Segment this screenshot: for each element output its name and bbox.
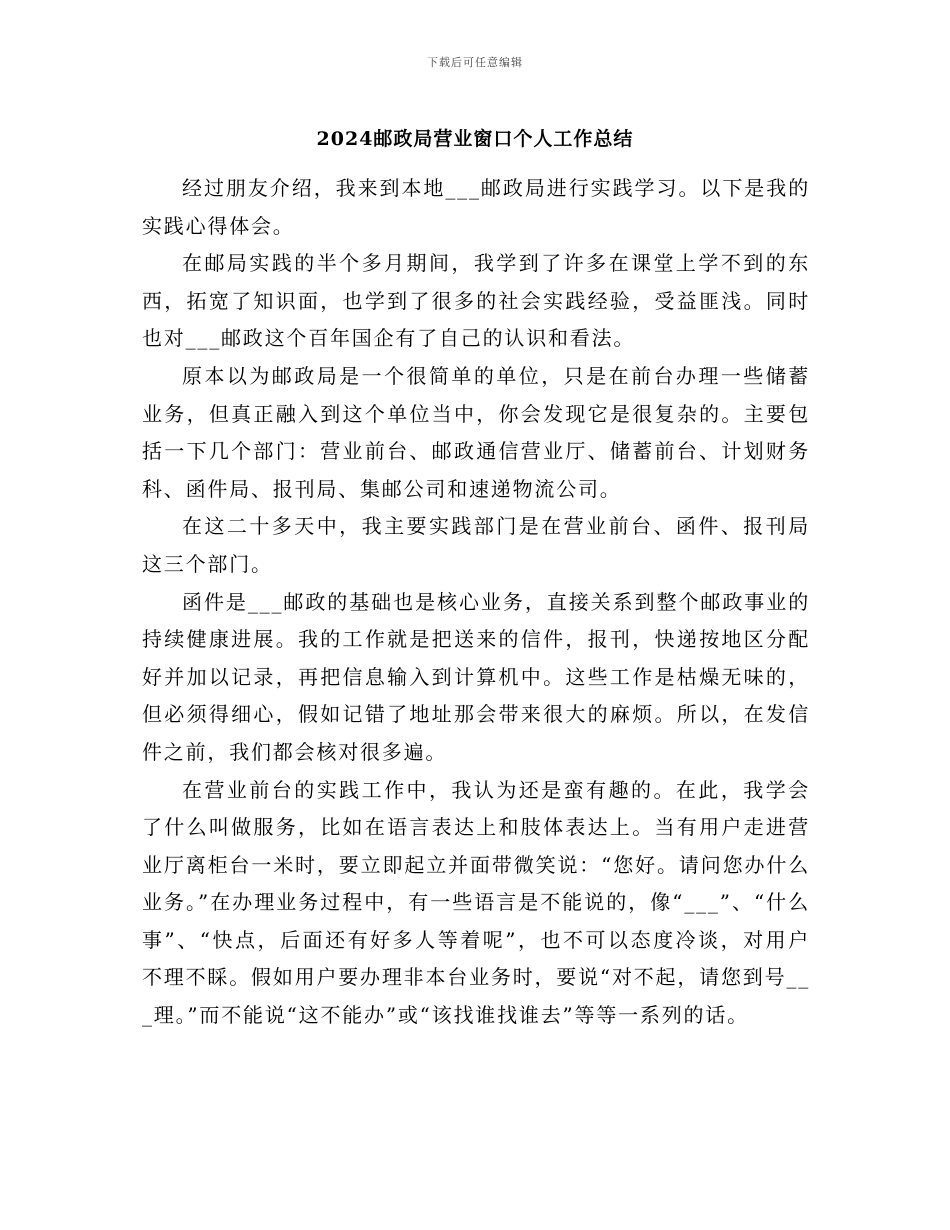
paragraph-letters: 函件是___邮政的基础也是核心业务，直接关系到整个邮政事业的持续健康进展。我的工作就是把送来的信件，报刊，快递按地区分配好并加以记录，再把信息输入到计算机中。这些工作是枯燥无味的，但必须得细心，假如记错了地址那会带来很大的麻烦。所以，在发信件之前，我们都会核对很多遍。 [142, 589, 810, 764]
paragraph-learning: 在邮局实践的半个多月期间，我学到了许多在课堂上学不到的东西，拓宽了知识面，也学到了很多的社会实践经验，受益匪浅。同时也对___邮政这个百年国企有了自己的认识和看法。 [142, 251, 810, 351]
paragraph-intro: 经过朋友介绍，我来到本地___邮政局进行实践学习。以下是我的实践心得体会。 [142, 176, 810, 238]
paragraph-departments: 原本以为邮政局是一个很简单的单位，只是在前台办理一些储蓄业务，但真正融入到这个单位当中，你会发现它是很复杂的。主要包括一下几个部门：营业前台、邮政通信营业厅、储蓄前台、计划财务科、函件局、报刊局、集邮公司和速递物流公司。 [142, 363, 810, 501]
document-body [142, 170, 810, 1035]
paragraph-practice-departments: 在这二十多天中，我主要实践部门是在营业前台、函件、报刊局这三个部门。 [142, 514, 810, 576]
page-header-note: 下载后可任意编辑 [427, 56, 523, 69]
paragraph-front-desk: 在营业前台的实践工作中，我认为还是蛮有趣的。在此，我学会了什么叫做服务，比如在语言表达上和肢体表达上。当有用户走进营业厅离柜台一米时，要立即起立并面带微笑说：“您好。请问您办什么业务。”在办理业务过程中，有一些语言是不能说的，像“___”、“什么事”、“快点，后面还有好多人等着呢”，也不可以态度冷谈，对用户不理不睬。假如用户要办理非本台业务时，要说“对不起，请您到号___理。”而不能说“这不能办”或“该找谁找谁去”等等一系列的话。 [142, 777, 810, 1028]
document-title: 2024邮政局营业窗口个人工作总结 [316, 128, 634, 150]
